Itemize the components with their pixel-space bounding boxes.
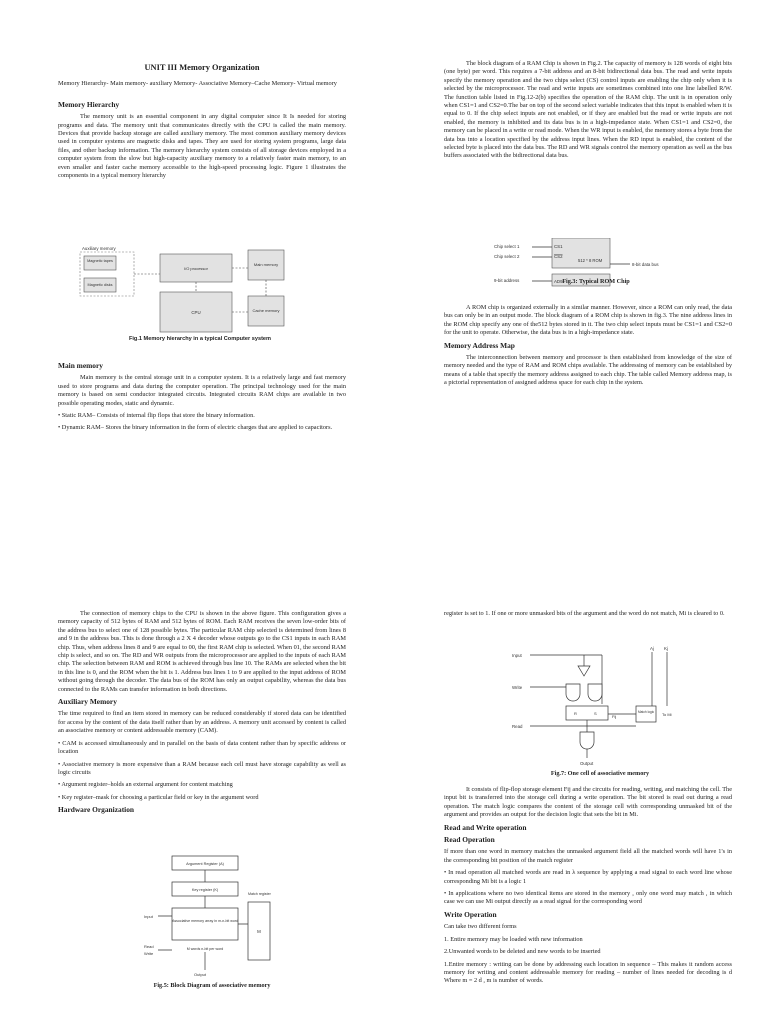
cell-input-label: Input <box>512 653 522 658</box>
flip-flop-box <box>566 706 608 720</box>
fig5-caption: Fig.5: Block Diagram of associative memory <box>153 982 271 989</box>
cache-memory-label: Cache memory <box>252 308 280 313</box>
fig1-caption: Fig.1 Memory hierarchy in a typical Computer system <box>128 336 272 342</box>
write-paragraph: Can take two different forms <box>444 923 517 931</box>
cam-bullet-1: • CAM is accessed simultaneously and in parallel on the basis of data content rather than by specific address or location <box>58 739 346 756</box>
heading-read-write: Read and Write operation <box>444 822 527 832</box>
read-label: Read <box>144 944 154 949</box>
heading-auxiliary-memory: Auxiliary Memory <box>58 697 117 707</box>
aj-label: Aj <box>650 646 654 651</box>
hierarchy-paragraph: The memory unit is an essential component in any digital computer since It Is needed for storing programs and data. The memory unit that communicates directly with the CPU is called the main memory. Devices that provide backup storage are called auxiliary memory. The most common auxiliary memory devices used in computer systems are magnetic disks and tapes. They are used for storing system programs, large data files, and other backup information. The memory hierarchy system consists of all storage devices employed in a computer system from the slow but high-capacity auxiliary memory to a relatively faster main memory, to an even smaller and faster cache memory accessible to the high-speed processing logic. Figure 1 illustrates the components in a typical memory hierarchy <box>58 113 346 180</box>
input-label: Input <box>144 914 153 919</box>
heading-hardware-organization: Hardware Organization <box>58 805 135 815</box>
cell-output-label: Output <box>580 761 594 766</box>
cs1-pin-label: CS1 <box>554 244 563 249</box>
write-and-gate-2 <box>588 684 602 701</box>
rom-size-label: 512 * 8 ROM <box>578 258 603 263</box>
to-mi-label: To Mi <box>662 712 672 717</box>
kj-label: Kj <box>664 646 668 651</box>
fig7-caption: Fig.7: One cell of associative memory <box>550 770 650 777</box>
match-intro-paragraph: register is set to 1. If one or more unmasked bits of the argument and the word do not match, Mi is cleared to 0. <box>444 610 725 617</box>
page4-bottom <box>444 786 732 990</box>
fig7-associative-cell-diagram <box>512 644 692 766</box>
cs2-input-label: Chip select 2 <box>494 254 520 259</box>
words-label: M words n-bit per word <box>186 947 224 951</box>
write-item-3: 1.Entire memory : writing can be done by addressing each location in sequence – This makes it random access memory for writing and content addressable memory for reading – number of lines needed for decoding is d Where m = 2 d , m is number of words. <box>444 960 732 985</box>
cam-bullet-4: • Key register–mask for choosing a particular field or key in the argument word <box>58 793 259 801</box>
write-item-1: 1. Entire memory may be loaded with new information <box>444 935 583 943</box>
ram-chip-paragraph: The block diagram of a RAM Chip is shown in Fig.2. The capacity of memory is 128 words of eight bits (one byte) per word. This requires a 7-bit address and an 8-bit bidirectional data bus. The read and write inputs specify the memory operation and the two chips select (CS) control inputs are enabling the chip only when it is selected by the microprocessor. The read and write inputs are sometimes combined into one line labelled R/W. The function table listed in Fig.12-2(b) specifies the operation of the RAM chip. The unit is in operation only when CS1=1 and CS2=0.The bar on top of the second select variable indicates that this input is enabled when it is equal to 0. If the chip select inputs are not enabled, or if they are enabled but the read or write inputs are not enabled, the memory is inhibited and its data bus is in a high-impedance state. When CS1=1 and CS2=0, the memory can be placed in a write or read mode. When the WR input is enabled, the memory stores a byte from the data bus into a location specified by the address input lines. When the RD input is enabled, the content of the selected byte is placed into the data bus. The RD and WR signals control the memory operation as well as the bus buffers associated with the bidirectional data bus. <box>444 60 732 160</box>
write-item-2: 2.Unwanted words to be deleted and new words to be inserted <box>444 948 601 956</box>
page2-bottom <box>444 304 732 392</box>
auxiliary-paragraph: The time required to find an item stored in memory can be reduced considerably if stored data can be identified for access by the content of the data itself rather than by an address. A memory unit accessed by content is called an associative memory or content addressable memory (CAM). <box>58 710 346 735</box>
cell-paragraph: It consists of flip-flop storage element Fij and the circuits for reading, writing, and matching the cell. The input bit is transferred into the storage cell during a write operation. The bit stored is read out during a read operation. The match logic compares the content of the storage cell with corresponding unmasked bit of the argument and provides an output for the decision logic that sets the bit in Mi. <box>444 786 732 819</box>
cell-write-label: Write <box>512 685 523 690</box>
connection-paragraph: The connection of memory chips to the CPU is shown in the above figure. This configuration gives a memory capacity of 512 bytes of RAM and 512 bytes of ROM. Each RAM receives the seven low-order bits of the address bus to select one of 128 possible bytes. The particular RAM chip selected is determined from lines 8 and 9 in the address bus. This is done through a 2 X 4 decoder whose outputs go to the CS1 inputs in each RAM chip. Thus, when address lines 8 and 9 are equal to 00, the first RAM chip is selected. When 01, the second RAM chip is select, and so on. The RD and WR outputs from the microprocessor are applied to the inputs of each RAM chip. The selection between RAM and ROM is achieved through bus line 10. The RAMs are selected when the bit in this line is 0, and the ROM when the bit is 1. Address bus lines 1 to 9 are applied to the input address of ROM without going through the decoder. The data bus of the ROM has only an output capability, whereas the data bus connected to the RAMs can transfer information in both directions. <box>58 610 346 693</box>
tapes-label: Magnetic tapes <box>87 259 113 263</box>
cs2-pin-label: CS2 <box>554 254 563 259</box>
rom-chip-paragraph: A ROM chip is organized externally in a similar manner. However, since a ROM can only read, the data bus can only be in an output mode. The block diagram of a ROM chip is shown in fig.3. The nine address lines in the ROM chip specify any one of the512 bytes stored in it. The two chip select inputs must be CS1=1 and CS2=0 for the unit to operate. Otherwise, the data bus is in a high-impedance state. <box>444 304 732 337</box>
page4-top <box>444 610 732 622</box>
m-label: M <box>257 929 261 934</box>
match-logic-label: Match logic <box>638 710 655 714</box>
input-buffer-gate <box>578 666 590 676</box>
ad9-pin-label: AD9 <box>554 279 563 284</box>
output-label: Output <box>194 972 207 977</box>
write-and-gate-1 <box>566 684 580 701</box>
io-processor-label: I/O processor <box>183 266 209 271</box>
disks-label: Magnetic disks <box>87 283 113 287</box>
associative-array-box <box>172 908 238 940</box>
argument-register-label: Argument Register (A) <box>186 862 224 866</box>
cam-bullet-2: • Associative memory is more expensive than a RAM because each cell must have storage capability as well as logic circuits <box>58 760 346 776</box>
page3-top <box>58 610 346 819</box>
fij-label: Fij <box>612 714 617 719</box>
rom-chip-box <box>552 238 610 268</box>
match-logic-box <box>636 706 656 722</box>
page1-top <box>58 64 346 184</box>
match-register-label: Match register <box>248 892 271 896</box>
read-bullet-1: • In read operation all matched words are read in λ sequence by applying a read signal to each word line whose corresponding Mi bit is a logic 1 <box>444 869 732 885</box>
cpu-label: CPU <box>191 310 201 315</box>
heading-read-operation: Read Operation <box>444 835 495 845</box>
fig3-caption: Fig.3: Typical ROM Chip <box>562 278 630 285</box>
main-memory-label: Main memory <box>253 262 279 267</box>
heading-write-operation: Write Operation <box>444 909 497 919</box>
heading-main-memory: Main memory <box>58 361 103 370</box>
s-label: S <box>594 711 597 716</box>
fig5-associative-memory-diagram <box>142 852 292 982</box>
read-paragraph: If more than one word in memory matches the unmasked argument field all the matched words will have 1's in the corresponding bit position of the match register <box>444 848 732 864</box>
cs1-input-label: Chip select 1 <box>494 244 520 249</box>
read-and-gate <box>580 732 594 749</box>
page2-top <box>444 60 732 165</box>
address-input-label: 9-bit address <box>494 278 520 283</box>
cell-read-label: Read <box>512 724 523 729</box>
address-map-paragraph: The interconnection between memory and processor is then established from knowledge of the size of memory needed and the type of RAM and ROM chips available. The addressing of memory can be established by means of a table that specify the memory address assigned to each chip. The table called Memory address map, is a pictorial representation of assigned address space for each chip in the system. <box>444 354 732 387</box>
data-bus-label: 8-bit data bus <box>632 262 659 267</box>
main-memory-paragraph: Main memory is the central storage unit in a computer system. It is a relatively large and fast memory used to store programs and data during the computer operation. The principal technology used for the main memory is based on semi conductor integrated circuits. Integrated circuits RAM chips are available in two possible operating modes, static and dynamic. <box>58 374 346 407</box>
write-label: Write <box>144 951 154 956</box>
heading-memory-hierarchy: Memory Hierarchy <box>58 99 120 109</box>
topics-line: Memory Hierarchy- Main memory- auxiliary Memory- Associative Memory–Cache Memory- Virtual memory <box>58 80 337 88</box>
fig3-rom-chip-diagram <box>494 238 712 296</box>
read-bullet-2: • In applications where no two identical items are stored in the memory , only one word may match , in which case we can use Mi output directly as a read signal for the corresponding word <box>444 890 732 906</box>
fig1-memory-hierarchy-diagram <box>78 244 290 336</box>
associative-array-label: Associative memory array in m-n-bit word <box>171 919 239 923</box>
key-register-label: Key register (K) <box>191 888 219 892</box>
page-title: UNIT III Memory Organization <box>144 63 260 72</box>
heading-memory-address-map: Memory Address Map <box>444 340 515 350</box>
static-ram-item: • Static RAM– Consists of internal flip flops that store the binary information. <box>58 412 255 420</box>
dynamic-ram-item: • Dynamic RAM– Stores the binary information in the form of electric charges that are applied to capacitors. <box>58 424 333 432</box>
r-label: R <box>574 711 577 716</box>
cam-bullet-3: • Argument register–holds an external argument for content matching <box>58 781 233 789</box>
aux-memory-label: Auxiliary memory <box>82 246 116 251</box>
page1-bottom <box>58 362 346 437</box>
